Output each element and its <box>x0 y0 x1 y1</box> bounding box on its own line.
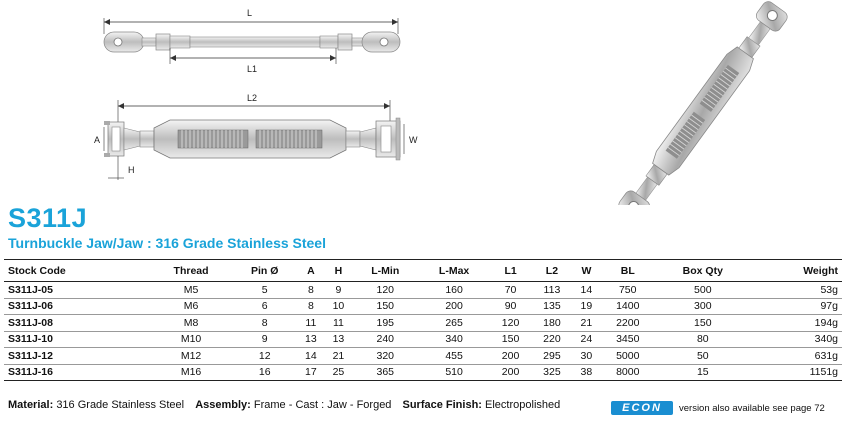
col-header: Weight <box>750 260 842 282</box>
table-cell: 750 <box>600 282 655 299</box>
table-cell: 340g <box>750 331 842 348</box>
table-cell: 240 <box>352 331 418 348</box>
table-cell: 135 <box>531 298 572 315</box>
table-cell: 38 <box>573 364 601 381</box>
table-body <box>4 282 842 381</box>
table-cell: 11 <box>297 315 325 332</box>
table-cell: 6 <box>232 298 297 315</box>
dim-label-W: W <box>409 135 418 145</box>
table-cell: 194g <box>750 315 842 332</box>
table-cell: 50 <box>655 348 750 365</box>
table-row <box>4 364 842 381</box>
spec-table <box>4 259 842 381</box>
table-row <box>4 282 842 299</box>
table-cell: S311J-05 <box>4 282 150 299</box>
table-cell: M6 <box>150 298 233 315</box>
table-cell: 53g <box>750 282 842 299</box>
table-cell: 510 <box>418 364 490 381</box>
col-header: BL <box>600 260 655 282</box>
table-cell: 340 <box>418 331 490 348</box>
table-cell: M16 <box>150 364 233 381</box>
table-cell: 21 <box>325 348 353 365</box>
dim-label-H: H <box>128 165 135 175</box>
table-cell: 320 <box>352 348 418 365</box>
col-header: Stock Code <box>4 260 150 282</box>
technical-diagram <box>0 0 849 205</box>
table-cell: M5 <box>150 282 233 299</box>
table-cell: 24 <box>573 331 601 348</box>
table-cell: 120 <box>352 282 418 299</box>
table-cell: S311J-12 <box>4 348 150 365</box>
product-subtitle: Turnbuckle Jaw/Jaw : 316 Grade Stainless Steel <box>8 235 326 251</box>
assembly-spec: Assembly: Frame - Cast : Jaw - Forged <box>195 399 392 411</box>
table-row <box>4 298 842 315</box>
dim-label-L: L <box>247 8 253 18</box>
col-header: Pin Ø <box>232 260 297 282</box>
table-cell: 200 <box>490 348 531 365</box>
table-cell: 3450 <box>600 331 655 348</box>
table-cell: 150 <box>655 315 750 332</box>
table-cell: 25 <box>325 364 353 381</box>
table-cell: 150 <box>352 298 418 315</box>
table-cell: 8 <box>297 282 325 299</box>
col-header: W <box>573 260 601 282</box>
material-spec: Material: 316 Grade Stainless Steel <box>8 399 185 411</box>
table-cell: 19 <box>573 298 601 315</box>
dim-label-L1: L1 <box>247 64 258 74</box>
table-cell: 160 <box>418 282 490 299</box>
table-cell: 1151g <box>750 364 842 381</box>
table-cell: S311J-08 <box>4 315 150 332</box>
table-cell: 2200 <box>600 315 655 332</box>
table-cell: 21 <box>573 315 601 332</box>
table-cell: 16 <box>232 364 297 381</box>
col-header: H <box>325 260 353 282</box>
table-cell: 265 <box>418 315 490 332</box>
table-cell: 120 <box>490 315 531 332</box>
dim-label-A: A <box>94 135 101 145</box>
finish-spec: Surface Finish: Electropolished <box>402 399 561 411</box>
col-header: L1 <box>490 260 531 282</box>
table-cell: 80 <box>655 331 750 348</box>
col-header: L-Min <box>352 260 418 282</box>
table-cell: 13 <box>297 331 325 348</box>
table-cell: 13 <box>325 331 353 348</box>
table-header-row <box>4 260 842 282</box>
table-cell: 70 <box>490 282 531 299</box>
table-row <box>4 331 842 348</box>
table-cell: S311J-10 <box>4 331 150 348</box>
table-cell: 220 <box>531 331 572 348</box>
econ-badge: ECON <box>611 401 673 415</box>
table-cell: 8 <box>297 298 325 315</box>
footer-specs <box>8 399 568 411</box>
table-cell: 180 <box>531 315 572 332</box>
col-header: L2 <box>531 260 572 282</box>
table-cell: 300 <box>655 298 750 315</box>
table-cell: 12 <box>232 348 297 365</box>
table-cell: 150 <box>490 331 531 348</box>
table-cell: M8 <box>150 315 233 332</box>
product-photo <box>616 0 789 205</box>
product-code: S311J <box>8 203 88 233</box>
table-cell: 15 <box>655 364 750 381</box>
table-cell: 97g <box>750 298 842 315</box>
table-cell: S311J-16 <box>4 364 150 381</box>
col-header: L-Max <box>418 260 490 282</box>
econ-note: version also available see page 72 <box>679 403 825 414</box>
table-cell: 5000 <box>600 348 655 365</box>
table-cell: 14 <box>297 348 325 365</box>
table-cell: S311J-06 <box>4 298 150 315</box>
table-cell: 200 <box>490 364 531 381</box>
table-cell: 295 <box>531 348 572 365</box>
table-cell: 9 <box>232 331 297 348</box>
table-cell: 14 <box>573 282 601 299</box>
table-cell: 500 <box>655 282 750 299</box>
col-header: Thread <box>150 260 233 282</box>
table-cell: 200 <box>418 298 490 315</box>
table-cell: 365 <box>352 364 418 381</box>
table-cell: 1400 <box>600 298 655 315</box>
table-cell: 90 <box>490 298 531 315</box>
table-cell: 113 <box>531 282 572 299</box>
table-cell: 325 <box>531 364 572 381</box>
table-cell: 10 <box>325 298 353 315</box>
table-cell: 631g <box>750 348 842 365</box>
col-header: Box Qty <box>655 260 750 282</box>
table-cell: 17 <box>297 364 325 381</box>
table-cell: M12 <box>150 348 233 365</box>
table-cell: 455 <box>418 348 490 365</box>
top-view-drawing <box>104 8 400 74</box>
table-cell: 30 <box>573 348 601 365</box>
col-header: A <box>297 260 325 282</box>
table-cell: 11 <box>325 315 353 332</box>
table-cell: 8000 <box>600 364 655 381</box>
table-cell: 195 <box>352 315 418 332</box>
table-cell: 5 <box>232 282 297 299</box>
table-row <box>4 315 842 332</box>
table-cell: 9 <box>325 282 353 299</box>
table-cell: M10 <box>150 331 233 348</box>
side-view-drawing <box>94 93 418 180</box>
dim-label-L2: L2 <box>247 93 258 103</box>
table-cell: 8 <box>232 315 297 332</box>
table-row <box>4 348 842 365</box>
